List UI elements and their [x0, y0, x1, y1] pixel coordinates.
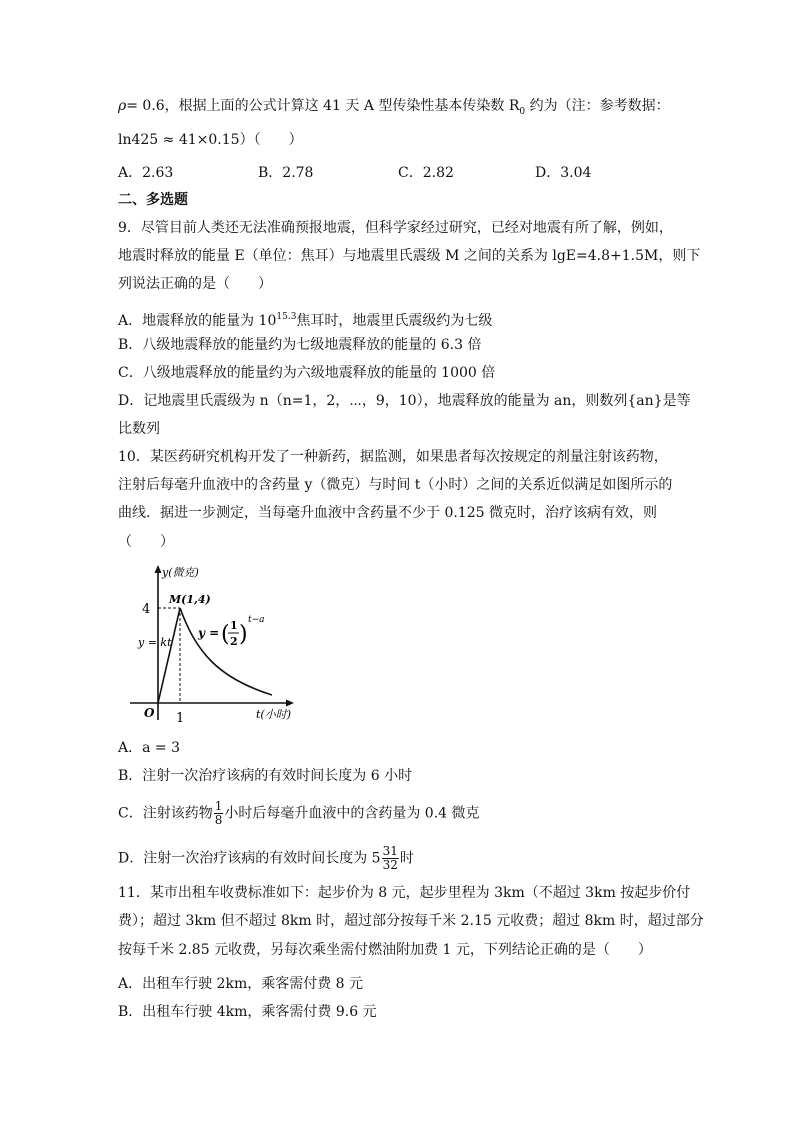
y-tick-label: 4	[142, 602, 151, 617]
q10-graph	[118, 560, 318, 730]
q11-option-a[interactable]: A．出租车行驶 2km，乘客需付费 8 元	[118, 976, 364, 992]
y-axis-arrow	[155, 565, 162, 573]
q9-stem-line-2: 地震时释放的能量 E（单位：焦耳）与地震里氏震级 M 之间的关系为 lgE=4.8+1.5M，则下	[118, 248, 701, 264]
right-formula-lhs: y =	[198, 626, 220, 640]
x-axis-arrow	[286, 700, 294, 707]
q9-stem-line-1: 9．尽管目前人类还无法准确预报地震，但科学家经过研究，已经对地震有所了解，例如，	[118, 220, 673, 236]
section-title: 二、多选题	[118, 192, 188, 208]
q10-option-a[interactable]: A．a = 3	[118, 740, 180, 756]
q9-stem-line-3: 列说法正确的是（ ）	[118, 276, 272, 292]
fraction-one-eighth: $\frac{1}{8}$	[214, 799, 223, 827]
x-axis-label: t(小时)	[256, 708, 292, 721]
q11-stem-line-3: 按每千米 2.85 元收费，另每次乘坐需付燃油附加费 1 元，下列结论正确的是（ ）	[118, 942, 652, 958]
q11-stem-line-2: 费）；超过 3km 但不超过 8km 时，超过部分按每千米 2.15 元收费；超过 8km 时，超过部分	[118, 913, 704, 929]
q9-option-a[interactable]: A．地震释放的能量为 $10^{15.3}$焦耳时，地震里氏震级约为七级	[118, 312, 493, 329]
q9-option-c[interactable]: C．八级地震释放的能量约为六级地震释放的能量的 1000 倍	[118, 365, 496, 381]
q9-option-b[interactable]: B．八级地震释放的能量约为七级地震释放的能量的 6.3 倍	[118, 337, 482, 353]
q10-stem-line-3: 曲线．据进一步测定，当每毫升血液中含药量不少于 0.125 微克时，治疗该病有效，则	[118, 505, 657, 521]
linear-segment	[158, 608, 180, 703]
y-axis-label: y(微克)	[162, 566, 199, 579]
q10-stem-line-4: （ ）	[118, 534, 174, 550]
q8-line-1: ρ= 0.6，根据上面的公式计算这 41 天 A 型传染性基本传染数 $R_0$ 约为（注：参考数据：	[118, 98, 670, 117]
q10-option-c[interactable]: C．注射该药物 $\frac{1}{8}$ 小时后每毫升血液中的含药量为 0.4 微克	[118, 799, 480, 827]
right-formula-paren-open: (	[221, 622, 230, 647]
q8-option-a[interactable]: A．2.63	[118, 165, 174, 181]
q11-option-b[interactable]: B．出租车行驶 4km，乘客需付费 9.6 元	[118, 1004, 377, 1020]
fraction-31-32: $\frac{31}{32}$	[382, 844, 398, 872]
q8-option-b[interactable]: B．2.78	[258, 165, 314, 181]
left-formula: y = kt	[138, 636, 172, 649]
point-label: M(1,4)	[169, 593, 211, 606]
right-formula-num: 1	[230, 619, 238, 632]
q9-option-d-line-1[interactable]: D．记地震里氏震级为 n（n=1，2，⋯，9，10），地震释放的能量为 an，则数列{an}是等	[118, 393, 691, 409]
q11-stem-line-1: 11．某市出租车收费标准如下：起步价为 8 元，起步里程为 3km（不超过 3km 按起步价付	[118, 885, 691, 901]
right-formula-exp: t−a	[248, 615, 265, 625]
q10-stem-line-2: 注射后每毫升血液中的含药量 y（微克）与时间 t（小时）之间的关系近似满足如图所示的	[118, 477, 673, 493]
q9-option-d-line-2: 比数列	[118, 421, 160, 437]
q10-option-d[interactable]: D．注射一次治疗该病的有效时间长度为 5 $\frac{31}{32}$ 时	[118, 844, 414, 872]
right-formula-den: 2	[230, 635, 238, 648]
q10-stem-line-1: 10．某医药研究机构开发了一种新药，据监测，如果患者每次按规定的剂量注射该药物，	[118, 449, 668, 465]
q8-line-2: ln425 ≈ 41×0.15）（ ）	[118, 132, 303, 148]
right-formula-paren-close: )	[239, 622, 248, 647]
origin-label: O	[144, 706, 155, 720]
rho-symbol: ρ	[118, 98, 127, 114]
q10-option-b[interactable]: B．注射一次治疗该病的有效时间长度为 6 小时	[118, 768, 413, 784]
x-tick-label: 1	[176, 711, 185, 726]
q8-option-d[interactable]: D．3.04	[535, 165, 592, 181]
q8-option-c[interactable]: C．2.82	[398, 165, 454, 181]
